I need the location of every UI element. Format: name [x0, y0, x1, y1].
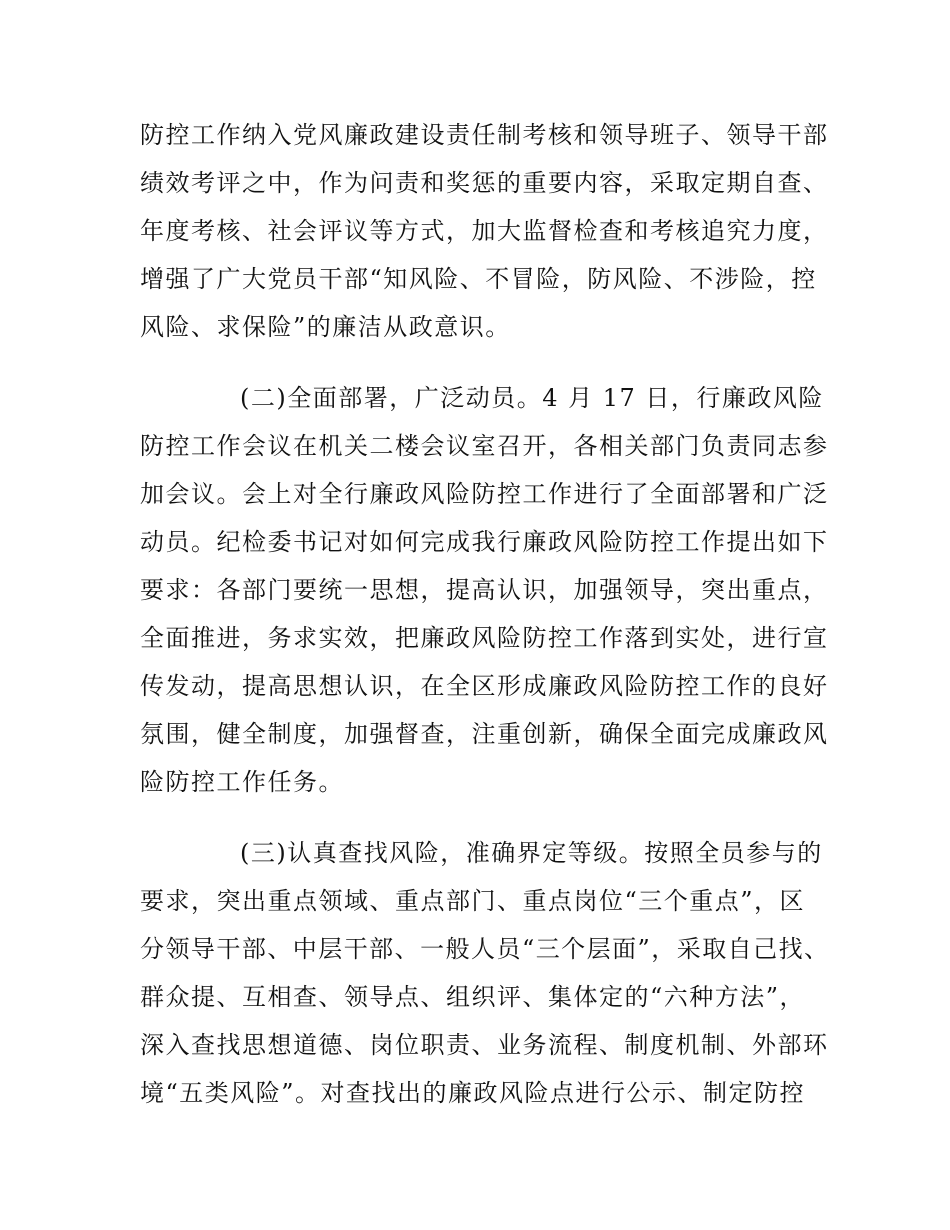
text-line: 深入查找思想道德、岗位职责、业务流程、制度机制、外部环 [140, 1031, 829, 1059]
text-line: 增强了广大党员干部“知风险、不冒险，防风险、不涉险，控 [140, 265, 817, 293]
text-line: 年度考核、社会评议等方式，加大监督检查和考核追究力度， [140, 217, 829, 245]
text-line: 险防控工作任务。 [140, 768, 344, 796]
text-line: 境“五类风险”。对查找出的廉政风险点进行公示、制定防控 [140, 1079, 806, 1107]
text-line: 全面推进，务求实效，把廉政风险防控工作落到实处，进行宣 [140, 624, 829, 652]
text-line: 风险、求保险”的廉洁从政意识。 [140, 313, 511, 341]
text-line: 氛围，健全制度，加强督查，注重创新，确保全面完成廉政风 [140, 720, 829, 748]
text-line: 防控工作纳入党风廉政建设责任制考核和领导班子、领导干部 [140, 121, 829, 149]
text-line: 传发动，提高思想认识，在全区形成廉政风险防控工作的良好 [140, 672, 829, 700]
text-line: 要求：各部门要统一思想，提高认识，加强领导，突出重点， [140, 576, 829, 604]
text-line: 加会议。会上对全行廉政风险防控工作进行了全面部署和广泛 [140, 480, 829, 508]
text-line: 动员。纪检委书记对如何完成我行廉政风险防控工作提出如下 [140, 528, 829, 556]
paragraph-heading-line: (二)全面部署，广泛动员。4 月 17 日，行廉政风险 [240, 384, 824, 412]
text-line: 要求，突出重点领域、重点部门、重点岗位“三个重点”，区 [140, 887, 806, 915]
text-line: 群众提、互相查、领导点、组织评、集体定的“六种方法”， [140, 983, 806, 1011]
text-line: 分领导干部、中层干部、一般人员“三个层面”，采取自己找、 [140, 935, 830, 963]
paragraph-heading-line: (三)认真查找风险，准确界定等级。按照全员参与的 [240, 839, 823, 867]
text-line: 绩效考评之中，作为问责和奖惩的重要内容，采取定期自查、 [140, 169, 829, 197]
text-line: 防控工作会议在机关二楼会议室召开，各相关部门负责同志参 [140, 432, 829, 460]
